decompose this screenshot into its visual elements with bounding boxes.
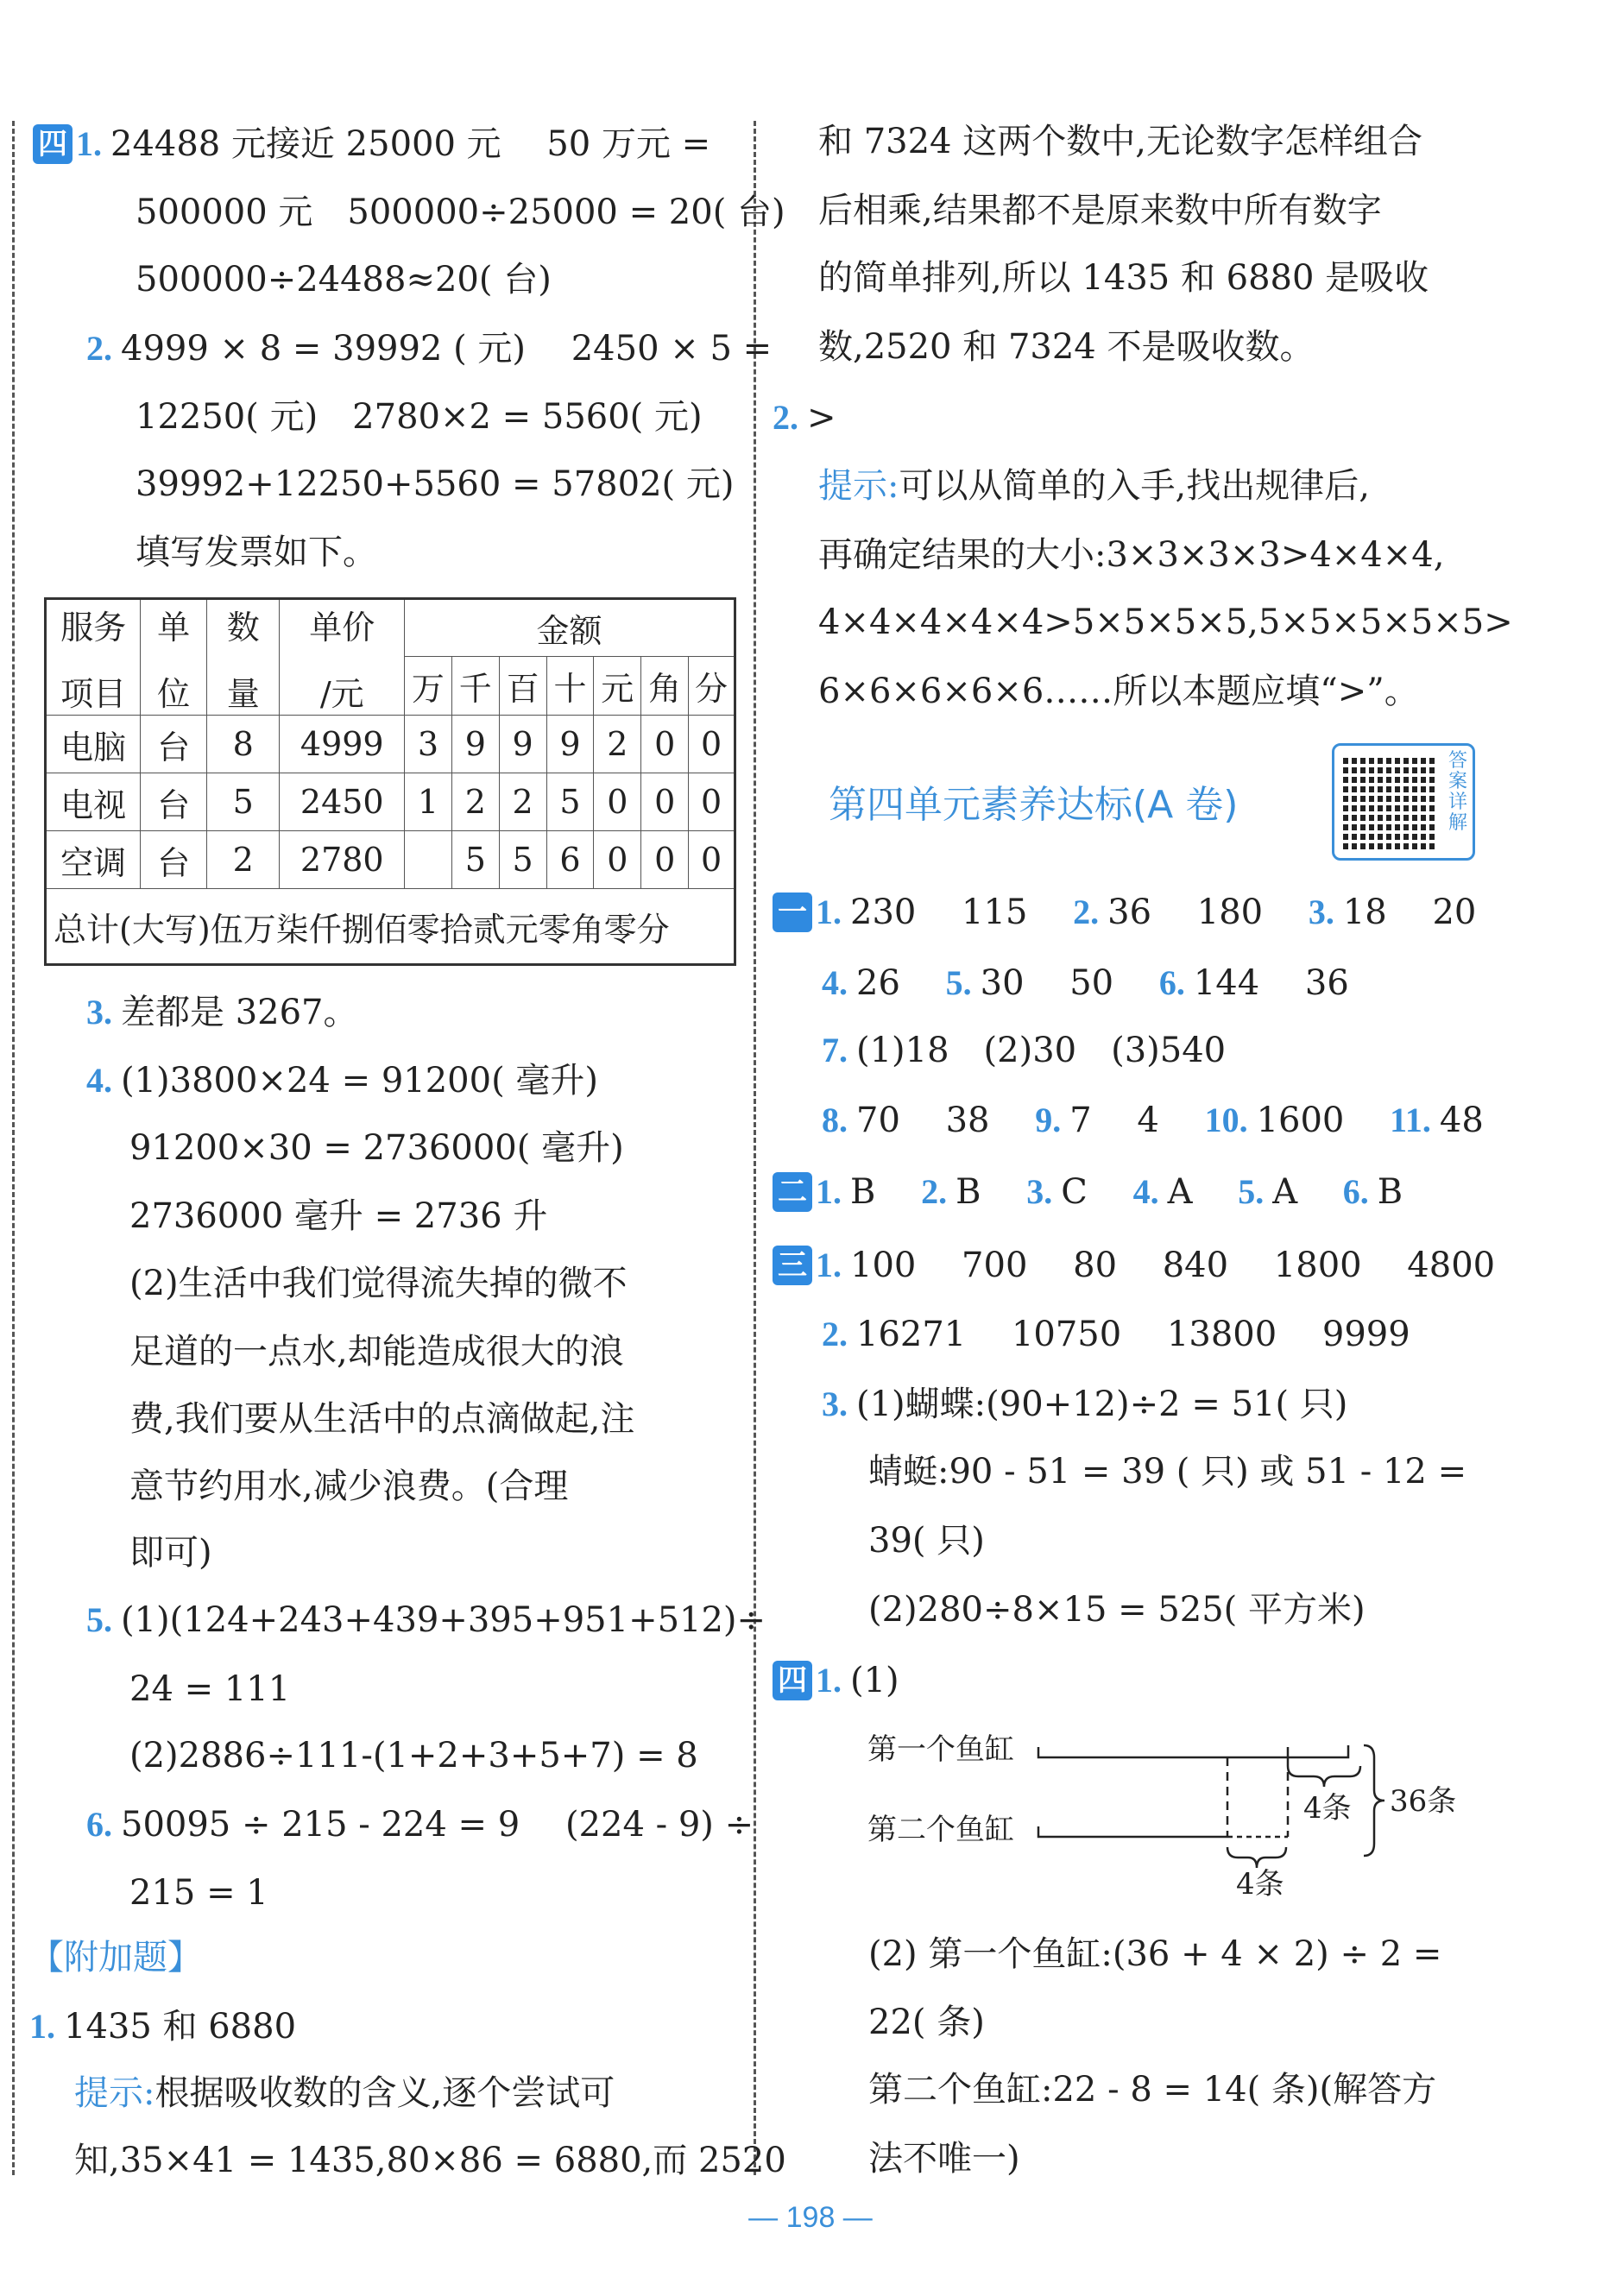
left-q6-line1: 6. 50095 ÷ 215 - 224 = 9 (224 - 9) ÷ [86, 1805, 754, 1845]
s1-row1: 一 1. 230 115 2. 36 180 3. 18 20 [773, 888, 1476, 937]
text-line: 12250( 元) 2780×2 = 5560( 元) [136, 397, 703, 437]
table-row: 电脑 台 8 4999 3 9 9 9 2 0 0 [46, 716, 735, 773]
text-line: 215 = 1 [129, 1873, 268, 1913]
diagram-label-2: 第二个鱼缸 [867, 1813, 1014, 1847]
qr-label: 答案详解 [1448, 750, 1468, 834]
text-line: 22( 条) [868, 2003, 985, 2042]
text-line: (2)2886÷111-(1+2+3+5+7) = 8 [129, 1736, 698, 1776]
brace-total [1364, 1745, 1384, 1856]
digit-header: 千 [451, 657, 499, 716]
text-line: 费,我们要从生活中的点滴做起,注 [129, 1399, 635, 1439]
header-price: 单价 /元 [280, 599, 405, 716]
extra-title: 【附加题】 [29, 1938, 202, 1977]
text-line: 足道的一点水,却能造成很大的浪 [129, 1332, 624, 1372]
brace-diff2 [1227, 1847, 1286, 1868]
text-line: 法不唯一) [868, 2139, 1020, 2179]
table-row: 空调 台 2 2780 5 5 6 0 0 0 [46, 831, 735, 889]
invoice-total: 总计(大写)伍万柒仟捌佰零拾贰元零角零分 [46, 889, 735, 965]
digit-header: 角 [641, 657, 689, 716]
text-line: 的简单排列,所以 1435 和 6880 是吸收 [818, 258, 1429, 298]
text-line: 蜻蜓:90 - 51 = 39 ( 只) 或 51 - 12 = [868, 1452, 1467, 1492]
s3-q1: 三 1. 100 700 80 840 1800 4800 [773, 1241, 1495, 1290]
left-s4-q2-line1: 2. 4999 × 8 = 39992 ( 元) 2450 × 5 = [86, 329, 773, 369]
right-q2-hint-line1: 提示:可以从简单的入手,找出规律后, [818, 466, 1370, 506]
text-line: 和 7324 这两个数中,无论数字怎样组合 [818, 122, 1422, 161]
text-line: 第二个鱼缸:22 - 8 = 14( 条)(解答方 [868, 2070, 1437, 2110]
text-line: 后相乘,结果都不是原来数中所有数字 [818, 191, 1382, 230]
text-line: (2) 第一个鱼缸:(36 + 4 × 2) ÷ 2 = [868, 1934, 1442, 1974]
bar-tank-2 [1038, 1826, 1227, 1837]
left-q4-line1: 4. (1)3800×24 = 91200( 毫升) [86, 1061, 598, 1101]
header-item: 服务 项目 [46, 599, 141, 716]
text-line: 再确定结果的大小:3×3×3×3>4×4×4, [818, 535, 1445, 575]
dashed-guides [1227, 1757, 1288, 1837]
s2-row: 二 1. B 2. B 3. C 4. A 5. A 6. B [773, 1168, 1403, 1216]
diagram-total: 36条 [1390, 1784, 1457, 1819]
header-qty: 数 量 [206, 599, 280, 716]
s1-row2: 4. 26 5. 30 50 6. 144 36 [822, 963, 1349, 1003]
digit-header: 百 [499, 657, 546, 716]
s3-q2: 2. 16271 10750 13800 9999 [822, 1315, 1410, 1354]
text-line: 2736000 毫升 = 2736 升 [129, 1196, 548, 1236]
digit-header: 十 [546, 657, 594, 716]
s3-q3-line1: 3. (1)蝴蝶:(90+12)÷2 = 51( 只) [822, 1385, 1348, 1424]
s1-row3: 7. (1)18 (2)30 (3)540 [822, 1031, 1227, 1070]
diagram-label-1: 第一个鱼缸 [867, 1732, 1014, 1767]
right-q2: 2. > [773, 398, 836, 438]
digit-header: 元 [594, 657, 641, 716]
page-number: — 198 — [748, 2201, 873, 2234]
section-badge-4: 四 [33, 124, 73, 164]
digit-header: 万 [405, 657, 452, 716]
digit-header: 分 [689, 657, 735, 716]
text-line: 500000÷24488≈20( 台) [136, 260, 552, 300]
extra-q1: 1. 1435 和 6880 [29, 2007, 297, 2047]
table-row: 电视 台 5 2450 1 2 2 5 0 0 0 [46, 773, 735, 831]
text-line: 即可) [129, 1533, 212, 1573]
extra-hint-line1: 提示:根据吸收数的含义,逐个尝试可 [74, 2073, 615, 2113]
text-line: 知,35×41 = 1435,80×86 = 6880,而 2520 [74, 2141, 786, 2180]
left-q3: 3. 差都是 3267。 [86, 993, 358, 1032]
text-line: 39( 只) [868, 1521, 985, 1561]
text-line: 6×6×6×6×6……所以本题应填“>”。 [818, 672, 1419, 711]
section-title: 第四单元素养达标(A 卷) [829, 783, 1239, 827]
text-line: 数,2520 和 7324 不是吸收数。 [818, 327, 1315, 367]
text-line: 4×4×4×4×4>5×5×5×5,5×5×5×5×5> [818, 602, 1513, 642]
text-line: (2)280÷8×15 = 525( 平方米) [868, 1590, 1366, 1630]
text-line: 填写发票如下。 [136, 533, 377, 572]
text-line: 500000 元 500000÷25000 = 20( 台) [136, 192, 785, 232]
text-line: 91200×30 = 2736000( 毫升) [129, 1128, 624, 1168]
header-unit: 单 位 [141, 599, 207, 716]
text-line: 39992+12250+5560 = 57802( 元) [136, 464, 735, 504]
s4-q1: 四 1. (1) [773, 1656, 899, 1705]
brace-diff1 [1288, 1766, 1360, 1787]
bar-tank-1 [1038, 1745, 1348, 1757]
left-q5-line1: 5. (1)(124+243+439+395+951+512)÷ [86, 1600, 766, 1640]
text-line: (2)生活中我们觉得流失掉的微不 [129, 1264, 628, 1303]
s1-row4: 8. 70 38 9. 7 4 10. 1600 11. 48 [822, 1101, 1484, 1140]
left-s4-q1-line1: 四 1. 24488 元接近 25000 元 50 万元 = [33, 120, 710, 168]
text-line: 24 = 111 [129, 1669, 291, 1709]
diagram-diff2: 4条 [1236, 1867, 1284, 1902]
text-line: 意节约用水,减少浪费。(合理 [129, 1467, 569, 1506]
header-amount: 金额 [405, 599, 735, 657]
diagram-diff1: 4条 [1303, 1791, 1352, 1826]
